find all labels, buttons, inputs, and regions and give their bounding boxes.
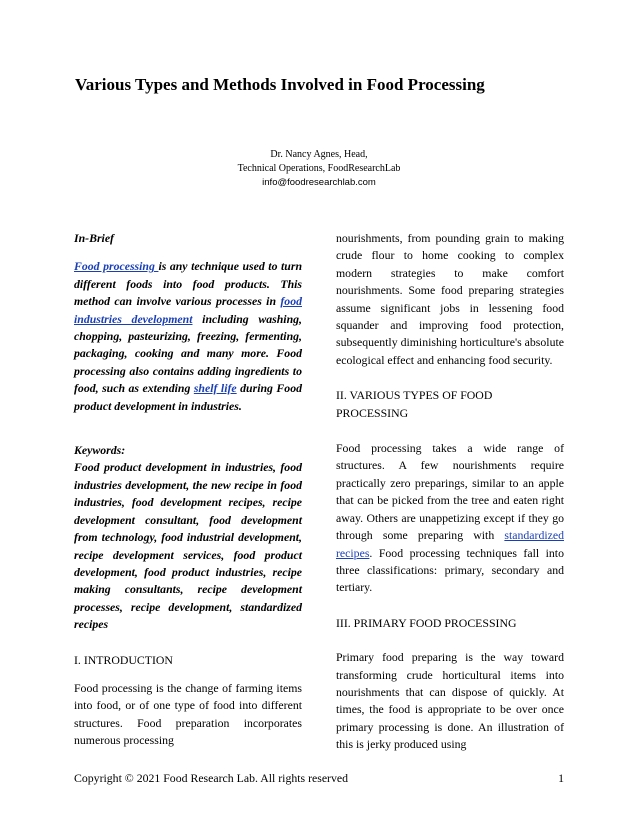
keywords-text: Food product development in industries, food industries development, the new recipe in food industries, food development recipes, recipe development consultant, food development from technology, food industrial development, recipe development services, food product development, food product industries, recipe making consultants, recipe development processes, recipe development, standardized recipes — [74, 460, 302, 632]
food-processing-link[interactable]: Food processing — [74, 259, 159, 274]
introduction-heading: I. INTRODUCTION — [74, 652, 173, 667]
author-email[interactable]: info@foodresearchlab.com — [262, 177, 376, 188]
in-brief-heading: In-Brief — [74, 231, 114, 245]
types-paragraph: Food processing takes a wide range of structures. A few nourishments require practically zero preparings, similar to an apple that can be picked from the tree and eaten right away. Others are unappetizing except if they go through some preparing with standardized recipes. Food processing techniques fall into three classifications: primary, secondary and tertiary. — [336, 441, 564, 595]
in-brief-paragraph: Food processing is any technique used to turn different foods into food products. This method can involve various processes in food industries development including washing, chopping, pasteurizing, freezing, fermenting, packaging, cooking and many more. Food processing also contains adding ingredients to food, such as extending shelf life during Food product development in industries. — [74, 259, 303, 413]
left-column — [74, 230, 302, 750]
shelf-life-link[interactable]: shelf life — [193, 381, 237, 396]
page-footer — [74, 771, 564, 786]
primary-processing-paragraph: Primary food preparing is the way toward transforming crude horticultural items into nourishments that can dispose of quickly. At times, the food is appropriate to be over once primary processing is done. An illustration of this is jerky produced using — [336, 650, 564, 752]
keywords-heading: Keywords: — [74, 443, 126, 458]
types-heading: II. VARIOUS TYPES OF FOOD PROCESSING — [336, 388, 493, 420]
right-column — [336, 230, 564, 754]
copyright-text: Copyright © 2021 Food Research Lab. All rights reserved — [74, 771, 349, 785]
author-name: Dr. Nancy Agnes, Head, — [270, 149, 368, 160]
author-affiliation: Technical Operations, FoodResearchLab — [237, 163, 401, 174]
food-industries-development-link[interactable]: food industries development — [74, 294, 302, 326]
document-title: Various Types and Methods Involved in Food Processing — [75, 75, 485, 94]
introduction-paragraph: Food processing is the change of farming items into food, or of one type of food into different structures. Food preparation incorporates numerous processing — [74, 680, 302, 748]
page-number: 1 — [558, 771, 564, 785]
introduction-continued-paragraph: nourishments, from pounding grain to making crude flour to home cooking to complex modern strategies to make comfort nourishments. Some food preparing strategies assume significant jobs in lessening food squander and improving food protection, subsequently diminishing horticulture's absolute ecological effect and enhancing food security. — [336, 231, 564, 367]
primary-processing-heading: III. PRIMARY FOOD PROCESSING — [336, 615, 517, 630]
standardized-recipes-link[interactable]: standardized recipes — [336, 528, 564, 560]
